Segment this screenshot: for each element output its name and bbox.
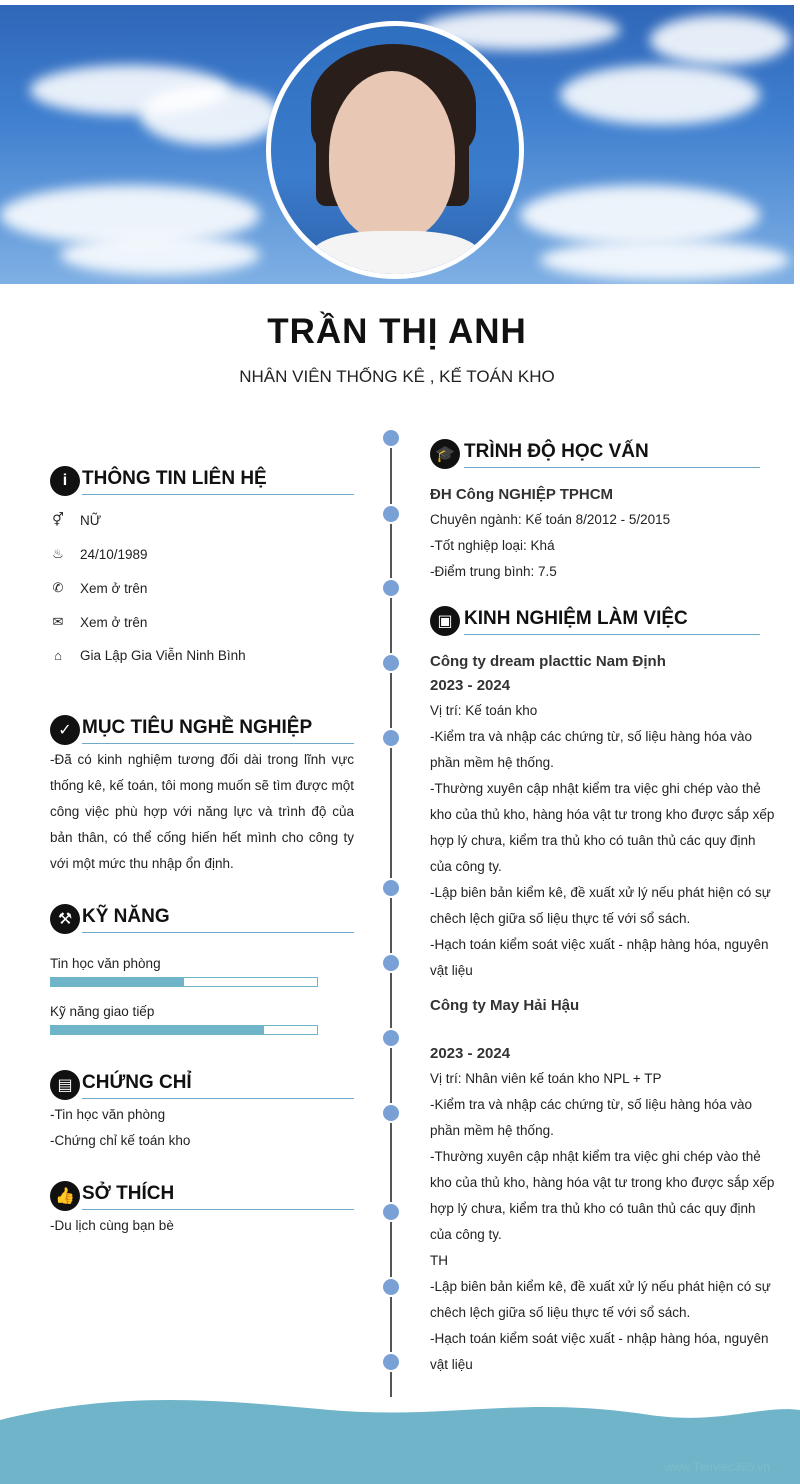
skills-title: KỸ NĂNG [82,906,354,933]
graduation-cap-icon: 🎓 [430,439,460,469]
candidate-name: TRẦN THỊ ANH [267,312,527,351]
objective-text: -Đã có kinh nghiệm tương đối dài trong lĩnh vực thống kê, kế toán, tôi mong muốn sẽ tìm được một công việc phù hợp với năng lực và trình độ của bản thân, có thể cống hiến hết mình cho công ty với một mức thu nhập ổn định. [50,752,354,871]
certificate-icon: ▤ [50,1070,80,1100]
skill-bar [50,1025,318,1035]
education-line: -Điểm trung bình: 7.5 [430,564,557,579]
hobbies-section-header [50,1181,354,1211]
education-line: -Tốt nghiệp loại: Khá [430,538,555,553]
job-period: 2023 - 2024 [430,1045,511,1062]
contact-phone [50,580,147,596]
experience-title: KINH NGHIỆM LÀM VIỆC [464,608,760,635]
skill-label: Kỹ năng giao tiếp [50,1004,155,1019]
contact-address [50,648,246,663]
phone-icon: ✆ [52,580,64,595]
address-value: Gia Lập Gia Viễn Ninh Bình [80,648,246,663]
contact-email [50,614,147,630]
timeline-dot [381,1202,401,1222]
skill-bar [50,977,318,987]
thumbs-up-icon: 👍 [50,1181,80,1211]
timeline-dot [381,428,401,448]
skills-section-header [50,904,354,934]
certificate-item: -Tin học văn phòng [50,1107,166,1122]
education-line: Chuyên ngành: Kế toán 8/2012 - 5/2015 [430,512,671,527]
gender-icon: ⚥ [52,512,64,527]
timeline-dot [381,878,401,898]
timeline-dot [381,1277,401,1297]
company-name: Công ty dream placttic Nam Định [430,653,666,670]
hobby-item: -Du lịch cùng bạn bè [50,1218,174,1233]
contact-title: THÔNG TIN LIÊN HỆ [82,468,354,495]
experience-section-header [430,606,760,636]
timeline-dot [381,1352,401,1372]
objective-title: MỤC TIÊU NGHỀ NGHIỆP [82,717,354,744]
education-section-header [430,439,760,469]
timeline-dot [381,953,401,973]
timeline-dot [381,653,401,673]
home-icon: ⌂ [54,648,62,663]
briefcase-icon: ▣ [430,606,460,636]
school-name: ĐH Công NGHIỆP TPHCM [430,486,614,503]
timeline-dot [381,728,401,748]
email-value: Xem ở trên [80,614,148,630]
job-description: Vị trí: Nhân viên kế toán kho NPL + TP -Kiểm tra và nhập các chứng từ, số liệu hàng hóa vào phần mềm hệ thống. -Thường xuyên cập nhật kiểm tra việc ghi chép vào thẻ kho của thủ kho, hàng hóa vật tư trong kho được sắp xếp hợp lý chưa, kiểm tra thủ kho có tuân thủ các quy định của công ty. TH -Lập biên bản kiểm kê, đề xuất xử lý nếu phát hiện có sự chêch lệch giữa số liệu thực tế với sổ sách. -Hạch toán kiểm soát việc xuất - nhập hàng hóa, nguyên vật liệu [430,1071,775,1372]
contact-birthday [50,546,148,562]
certificates-title: CHỨNG CHỈ [82,1072,354,1099]
info-icon: i [50,466,80,496]
certificates-section-header [50,1070,354,1100]
job-period: 2023 - 2024 [430,677,511,694]
objective-section-header [50,715,354,745]
education-title: TRÌNH ĐỘ HỌC VẤN [464,441,760,468]
job-title: NHÂN VIÊN THỐNG KÊ , KẾ TOÁN KHO [239,367,555,386]
email-icon: ✉ [52,614,64,629]
timeline-dot [381,1028,401,1048]
hobbies-title: SỞ THÍCH [82,1183,354,1210]
contact-section-header [50,466,354,496]
birthday-cake-icon: ♨ [52,546,64,561]
timeline-dot [381,1103,401,1123]
watermark: www.Timviec365.vn [664,1460,770,1474]
gender-value: NỮ [80,512,102,528]
company-name: Công ty May Hải Hậu [430,997,580,1014]
contact-gender [50,512,101,528]
certificate-item: -Chứng chỉ kế toán kho [50,1133,191,1148]
skill-bar-fill [51,978,184,986]
job-description: Vị trí: Kế toán kho -Kiểm tra và nhập các chứng từ, số liệu hàng hóa vào phần mềm hệ thống. -Thường xuyên cập nhật kiểm tra việc ghi chép vào thẻ kho của thủ kho, hàng hóa vật tư trong kho được sắp xếp hợp lý chưa, kiểm tra thủ kho có tuân thủ các quy định của công ty. -Lập biên bản kiểm kê, đề xuất xử lý nếu phát hiện có sự chêch lệch giữa số liệu thực tế với sổ sách. -Hạch toán kiểm soát việc xuất - nhập hàng hóa, nguyên vật liệu [430,703,775,978]
timeline-dot [381,578,401,598]
skill-bar-fill [51,1026,264,1034]
check-icon: ✓ [50,715,80,745]
profile-photo [266,21,524,279]
phone-value: Xem ở trên [80,580,148,596]
wrench-icon: ⚒ [50,904,80,934]
birthday-value: 24/10/1989 [80,546,148,562]
skill-label: Tin học văn phòng [50,956,161,971]
timeline-dot [381,504,401,524]
header-banner [0,5,794,284]
